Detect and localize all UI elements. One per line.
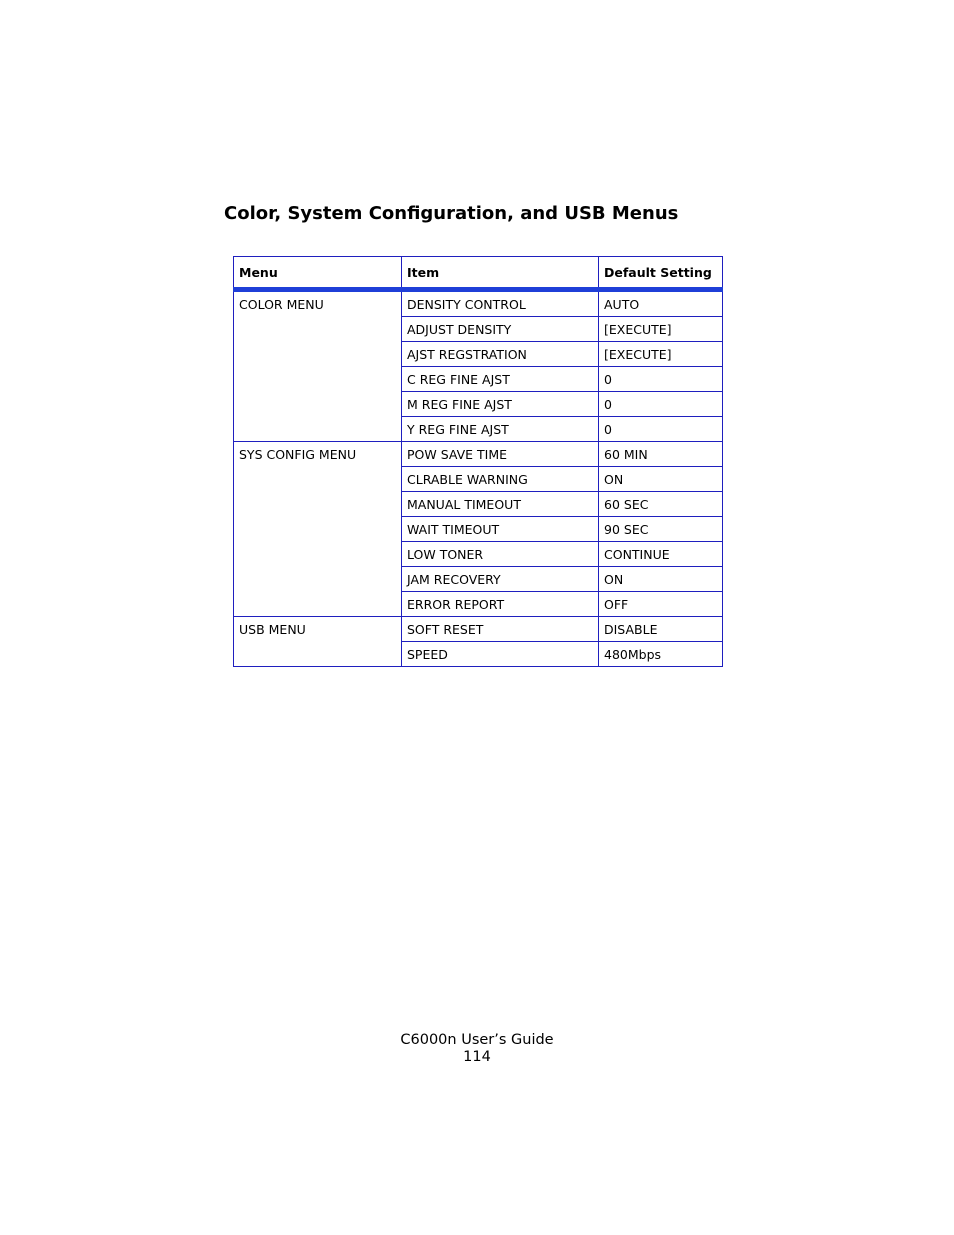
default-setting-cell: [EXECUTE] (599, 342, 723, 367)
footer-guide-title: C6000n User’s Guide (400, 1032, 554, 1048)
default-setting-cell: OFF (599, 592, 723, 617)
default-setting-cell: 60 SEC (599, 492, 723, 517)
default-setting-cell: ON (599, 467, 723, 492)
item-cell: C REG FINE AJST (402, 367, 599, 392)
default-setting-cell: DISABLE (599, 617, 723, 642)
menu-defaults-table (233, 256, 723, 667)
menu-name-cell: COLOR MENU (234, 290, 402, 442)
menu-name-cell: SYS CONFIG MENU (234, 442, 402, 617)
item-cell: Y REG FINE AJST (402, 417, 599, 442)
section-title: Color, System Configuration, and USB Menus (224, 203, 679, 224)
default-setting-cell: 0 (599, 367, 723, 392)
default-setting-cell: CONTINUE (599, 542, 723, 567)
item-cell: MANUAL TIMEOUT (402, 492, 599, 517)
header-default-setting: Default Setting (599, 257, 723, 290)
item-cell: LOW TONER (402, 542, 599, 567)
default-setting-cell: 60 MIN (599, 442, 723, 467)
default-setting-cell: 480Mbps (599, 642, 723, 667)
item-cell: WAIT TIMEOUT (402, 517, 599, 542)
menu-name-cell: USB MENU (234, 617, 402, 667)
default-setting-cell: 0 (599, 392, 723, 417)
table-row (234, 617, 723, 642)
item-cell: DENSITY CONTROL (402, 290, 599, 317)
default-setting-cell: ON (599, 567, 723, 592)
item-cell: SPEED (402, 642, 599, 667)
item-cell: AJST REGSTRATION (402, 342, 599, 367)
item-cell: POW SAVE TIME (402, 442, 599, 467)
default-setting-cell: 90 SEC (599, 517, 723, 542)
default-setting-cell: [EXECUTE] (599, 317, 723, 342)
item-cell: ADJUST DENSITY (402, 317, 599, 342)
header-menu: Menu (234, 257, 402, 290)
default-setting-cell: AUTO (599, 290, 723, 317)
item-cell: M REG FINE AJST (402, 392, 599, 417)
item-cell: CLRABLE WARNING (402, 467, 599, 492)
table-header-row (234, 257, 723, 290)
item-cell: ERROR REPORT (402, 592, 599, 617)
item-cell: JAM RECOVERY (402, 567, 599, 592)
footer-page-number: 114 (463, 1049, 491, 1065)
default-setting-cell: 0 (599, 417, 723, 442)
table-row (234, 442, 723, 467)
header-item: Item (402, 257, 599, 290)
item-cell: SOFT RESET (402, 617, 599, 642)
table-row (234, 290, 723, 317)
